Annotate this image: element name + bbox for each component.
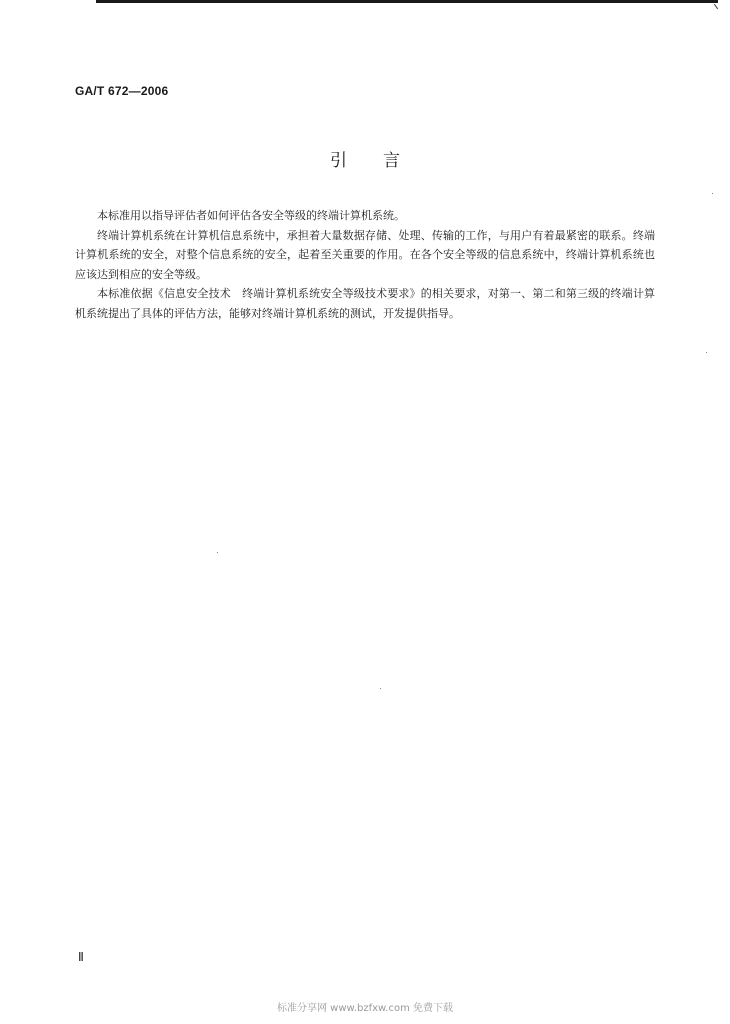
paragraph-1: 本标准用以指导评估者如何评估各安全等级的终端计算机系统。 (97, 209, 405, 222)
paragraph-3: 本标准依据《信息安全技术 终端计算机系统安全等级技术要求》的相关要求，对第一、第二和第三级的终端计算机系统提出了具体的评估方法，能够对终端计算机系统的测试，开发提供指导。 (75, 287, 655, 320)
page-title: 引言 (330, 151, 436, 171)
paragraph-2: 终端计算机系统在计算机信息系统中，承担着大量数据存储、处理、传输的工作，与用户有着最紧密的联系。终端计算机系统的安全，对整个信息系统的安全，起着至关重要的作用。在各个安全等级的信息系统中，终端计算机系统也应该达到相应的安全等级。 (75, 228, 655, 281)
scan-speck (706, 352, 707, 353)
introduction-body (75, 206, 655, 323)
footer-watermark: 标准分享网 www.bzfxw.com 免费下载 (277, 1003, 453, 1014)
scan-mark (714, 4, 718, 9)
page-number: Ⅱ (78, 950, 84, 964)
scan-speck (217, 552, 218, 553)
scan-speck (380, 688, 381, 689)
top-rule (96, 0, 718, 3)
document-code: GA/T 672—2006 (75, 84, 169, 98)
scan-speck (712, 193, 713, 194)
